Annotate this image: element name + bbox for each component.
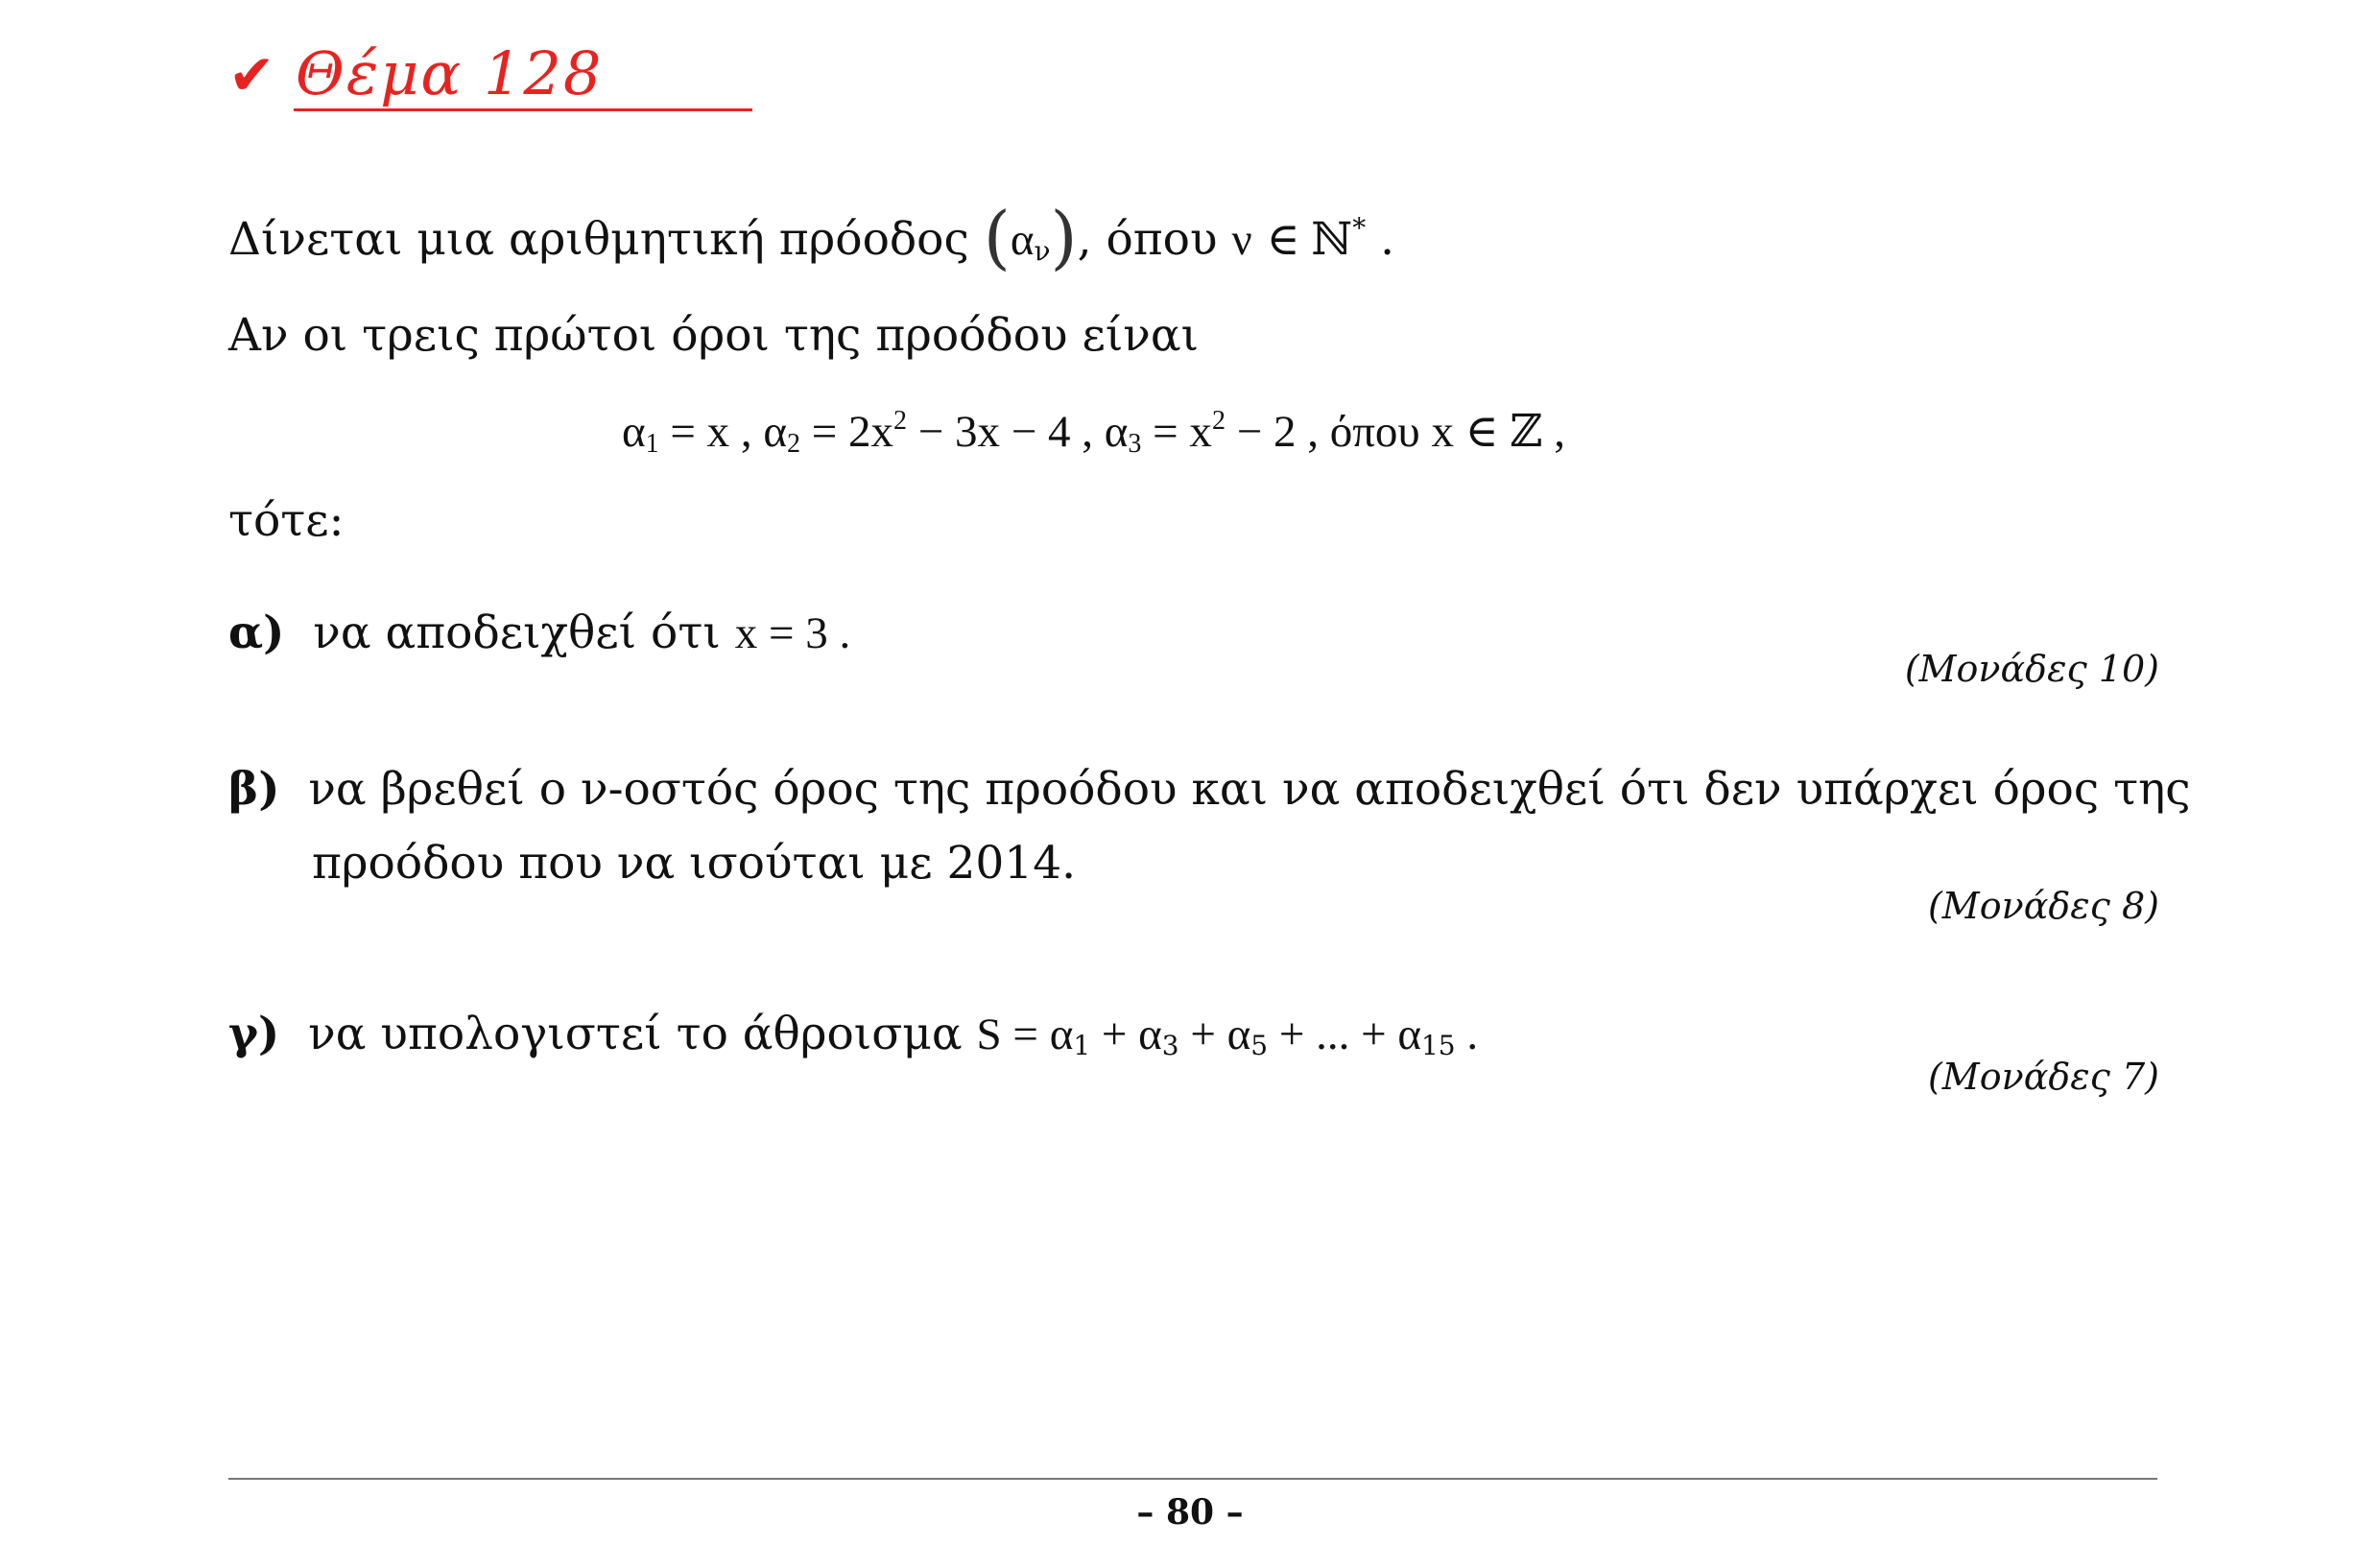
eq-a3-sub: 3 bbox=[1128, 429, 1142, 459]
item-c-marks: (Μονάδες 7) bbox=[1927, 1056, 2159, 1098]
intro-where: , όπου bbox=[1077, 213, 1218, 266]
item-b-marks: (Μονάδες 8) bbox=[1927, 885, 2159, 927]
eq-a2-sub: 2 bbox=[787, 429, 801, 459]
item-b-line-1 bbox=[228, 763, 2191, 816]
eq-a3-rhs-b: − 2 bbox=[1225, 407, 1297, 457]
seq-sub: ν bbox=[1034, 235, 1051, 267]
item-c-t4: + ... + α bbox=[1268, 1010, 1421, 1059]
equation-line bbox=[622, 405, 1565, 458]
eq-a2-rhs-a: = 2x bbox=[800, 407, 894, 457]
page-number: – 80 – bbox=[1136, 1492, 1244, 1533]
eq-a2: α bbox=[763, 407, 788, 457]
item-a-math: x = 3 . bbox=[734, 608, 851, 658]
page-title: Θέμα 128 bbox=[296, 38, 604, 108]
then-label: τότε: bbox=[228, 494, 345, 547]
intro-line-1 bbox=[228, 190, 1395, 277]
item-c-t2-sub: 3 bbox=[1161, 1030, 1179, 1061]
item-c-t2: + α bbox=[1090, 1010, 1162, 1059]
eq-a3: α bbox=[1104, 407, 1129, 457]
footer-rule bbox=[228, 1478, 2157, 1480]
seq-alpha: α bbox=[1010, 215, 1035, 265]
paren-close: ) bbox=[1050, 197, 1078, 277]
eq-a1: α bbox=[622, 407, 646, 457]
item-c-t4-sub: 15 bbox=[1420, 1030, 1456, 1061]
item-c-sum-S: S = bbox=[976, 1010, 1050, 1059]
star-symbol: * bbox=[1352, 212, 1367, 244]
item-c-label: γ) bbox=[228, 1008, 280, 1060]
item-b-line-2: προόδου που να ισούται με 2014. bbox=[312, 837, 1077, 890]
item-a-marks: (Μονάδες 10) bbox=[1904, 648, 2159, 690]
eq-a2-sup: 2 bbox=[893, 406, 908, 436]
nu-symbol: ν bbox=[1231, 215, 1252, 265]
intro-line-2: Αν οι τρεις πρώτοι όροι της προόδου είναι bbox=[228, 309, 1200, 362]
eq-a2-rhs-b: − 3x − 4 , bbox=[907, 407, 1094, 457]
paren-open: ( bbox=[983, 197, 1011, 277]
eq-a1-sub: 1 bbox=[645, 429, 659, 459]
title-underline bbox=[294, 108, 752, 111]
intro-text: Δίνεται μια αριθμητική πρόοδος bbox=[228, 213, 969, 266]
item-a-label: α) bbox=[228, 606, 285, 659]
item-c-t3: + α bbox=[1178, 1010, 1251, 1059]
item-c-end: . bbox=[1455, 1010, 1479, 1059]
eq-a3-sup: 2 bbox=[1211, 406, 1226, 436]
intro-period: . bbox=[1366, 213, 1395, 266]
item-c-t3-sub: 5 bbox=[1250, 1030, 1269, 1061]
eq-x-in-z: x ∈ ℤ , bbox=[1431, 407, 1566, 457]
eq-a1-rhs: = x , bbox=[658, 407, 752, 457]
item-b-text-1: να βρεθεί ο ν-οστός όρος της προόδου και να αποδειχθεί ότι δεν υπάρχει όρος της bbox=[308, 763, 2191, 816]
eq-where: , όπου bbox=[1307, 407, 1420, 457]
item-c-t1: α bbox=[1049, 1010, 1074, 1059]
check-icon: ✔ bbox=[228, 42, 275, 107]
item-a-text: να αποδειχθεί ότι bbox=[313, 606, 721, 659]
item-c-t1-sub: 1 bbox=[1073, 1030, 1091, 1061]
item-c-text: να υπολογιστεί το άθροισμα bbox=[308, 1008, 963, 1060]
in-naturals: ∈ ℕ bbox=[1266, 215, 1353, 265]
item-a bbox=[228, 606, 850, 659]
item-b-label: β) bbox=[228, 763, 280, 816]
eq-a3-rhs-a: = x bbox=[1141, 407, 1212, 457]
item-c bbox=[228, 1008, 1478, 1060]
